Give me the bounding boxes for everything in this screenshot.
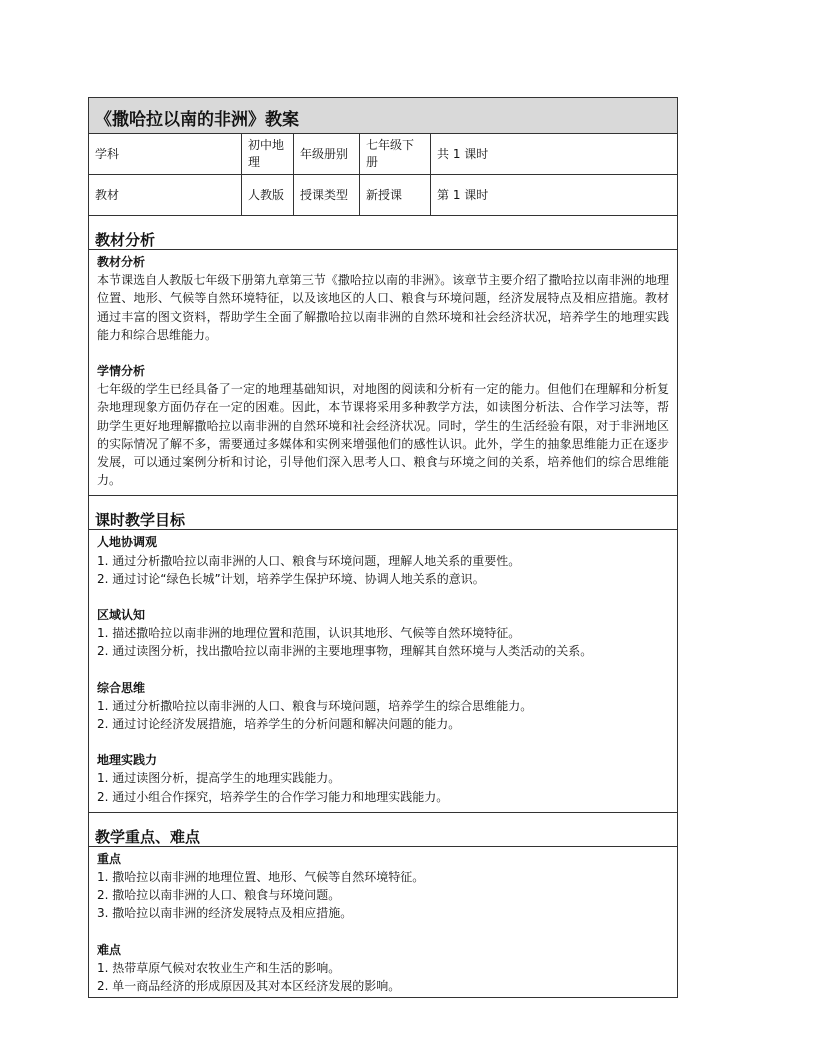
list-item: 1. 撒哈拉以南非洲的地理位置、地形、气候等自然环境特征。 [97,870,425,885]
list-item: 2. 撒哈拉以南非洲的人口、粮食与环境问题。 [97,888,341,903]
subsection-title: 综合思维 [97,680,146,695]
subsection-title: 难点 [97,942,122,957]
subsection-title: 学情分析 [97,364,146,379]
paragraph-material-analysis: 本节课选自人教版七年级下册第九章第三节《撒哈拉以南的非洲》。该章节主要介绍了撒哈拉以南非洲的地理位置、地形、气候等自然环境特征，以及该地区的人口、粮食与环境问题，经济发展特点及相应措施。教材通过丰富的图文资料，帮助学生全面了解撒哈拉以南非洲的自然环境和社会经济状况，培养学生的地理实践能力和综合思维能力。 [97,273,669,342]
info-cell-textbook-label: 教材 [89,175,242,215]
list-item: 1. 通过分析撒哈拉以南非洲的人口、粮食与环境问题，理解人地关系的重要性。 [97,553,521,568]
info-cell-total-hours: 共 1 课时 [437,146,489,161]
info-cell-subject-value: 初中地理 [242,134,294,174]
info-cell-lesson-type-label: 授课类型 [294,175,360,215]
subsection-title: 重点 [97,851,122,866]
list-item: 2. 单一商品经济的形成原因及其对本区经济发展的影响。 [97,979,401,994]
list-item: 2. 通过读图分析，找出撒哈拉以南非洲的主要地理事物，理解其自然环境与人类活动的关系。 [97,644,593,659]
list-item: 1. 描述撒哈拉以南非洲的地理位置和范围，认识其地形、气候等自然环境特征。 [97,626,521,641]
lesson-plan-document [88,97,678,998]
subsection-title: 地理实践力 [97,753,158,768]
section-body-analysis [89,250,677,496]
section-heading-goals: 课时教学目标 [89,496,677,530]
list-item: 3. 撒哈拉以南非洲的经济发展特点及相应措施。 [97,906,353,921]
info-row-1 [89,134,677,175]
subsection-title: 人地协调观 [97,535,158,550]
list-item: 2. 通过讨论经济发展措施，培养学生的分析问题和解决问题的能力。 [97,717,461,732]
info-cell-grade-value: 七年级下册 [360,134,431,174]
info-cell-lesson-type-value: 新授课 [360,175,431,215]
info-cell-textbook-value: 人教版 [242,175,294,215]
section-body-goals [89,530,677,812]
info-cell-grade-label: 年级册别 [294,134,360,174]
info-cell-subject-label: 学科 [89,134,242,174]
list-item: 2. 通过讨论“绿色长城”计划，培养学生保护环境、协调人地关系的意识。 [97,571,485,586]
document-title: 《撒哈拉以南的非洲》教案 [89,98,677,134]
list-item: 1. 热带草原气候对农牧业生产和生活的影响。 [97,960,341,975]
list-item: 1. 通过分析撒哈拉以南非洲的人口、粮食与环境问题，培养学生的综合思维能力。 [97,698,533,713]
section-heading-keypoints: 教学重点、难点 [89,813,677,847]
section-body-keypoints [89,847,677,997]
list-item: 2. 通过小组合作探究，培养学生的合作学习能力和地理实践能力。 [97,789,449,804]
info-row-2 [89,175,677,216]
section-heading-analysis: 教材分析 [89,216,677,250]
paragraph-student-analysis: 七年级的学生已经具备了一定的地理基础知识，对地图的阅读和分析有一定的能力。但他们在理解和分析复杂地理现象方面仍存在一定的困难。因此，本节课将采用多种教学方法，如读图分析法、合作学习法等，帮助学生更好地理解撒哈拉以南非洲的自然环境和社会经济状况。同时，学生的生活经验有限，对于非洲地区的实际情况了解不多，需要通过多媒体和实例来增强他们的感性认识。此外，学生的抽象思维能力正在逐步发展，可以通过案例分析和讨论，引导他们深入思考人口、粮食与环境之间的关系，培养他们的综合思维能力。 [97,382,669,488]
subsection-title: 教材分析 [97,255,146,269]
info-cell-current-hour: 第 1 课时 [437,187,489,202]
subsection-title: 区域认知 [97,608,146,623]
list-item: 1. 通过读图分析，提高学生的地理实践能力。 [97,771,341,786]
